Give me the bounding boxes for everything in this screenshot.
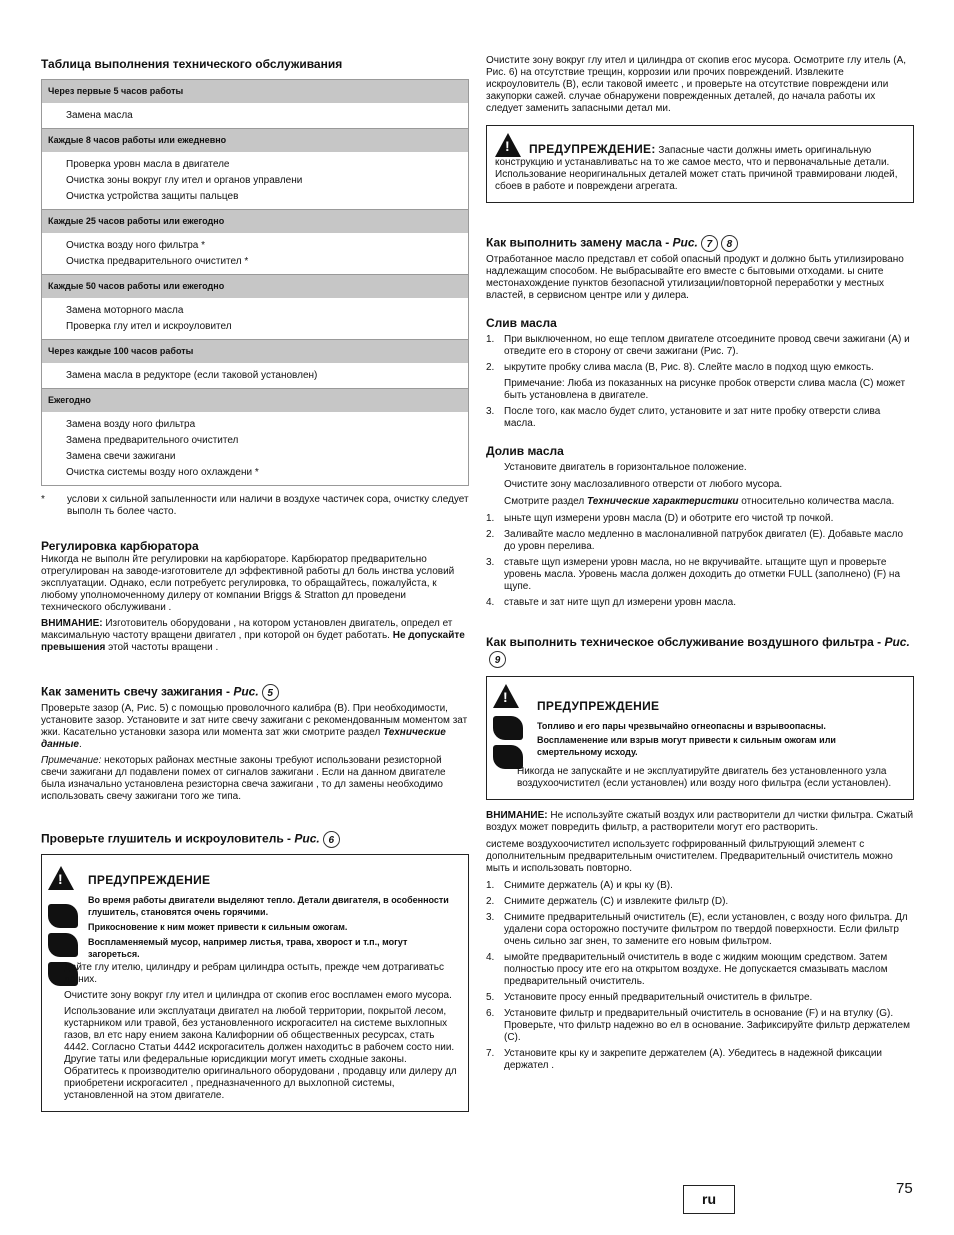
table-group-header: Каждые 50 часов работы или ежегодно	[42, 274, 468, 298]
oil-change-title	[486, 235, 914, 252]
air-warning-bold-1: Топливо и его пары чрезвычайно огнеопасны и взрывоопасны.	[537, 721, 826, 732]
fill-oil-p3-a: Смотрите раздел	[504, 496, 588, 507]
list-item	[486, 557, 914, 593]
table-item: Проверка глу ител и искроуловител	[66, 321, 232, 332]
spark-plug-text-ref: Технические данные	[41, 727, 446, 750]
air-warning-bold-2: Воспламенение или взрыв могут привести к сильным ожогам или смертельному исходу.	[537, 735, 836, 758]
list-item	[486, 513, 914, 525]
table-group-body	[42, 103, 468, 128]
table-group-header: Через каждые 100 часов работы	[42, 339, 468, 363]
muffler-title-text: Проверьте глушитель и искроуловитель -	[41, 831, 295, 846]
left-column	[41, 50, 469, 1112]
list-item	[486, 406, 914, 430]
table-item: Проверка уровн масла в двигателе	[66, 159, 230, 170]
air-filter-fig-label: Рис.	[884, 635, 910, 649]
list-item-text: Установите кры ку и закрепите держателем (А). Убедитесь в надежной фиксации держател .	[504, 1048, 882, 1072]
list-item-number: 5.	[486, 992, 495, 1004]
maintenance-table	[41, 79, 469, 486]
fill-oil-p1: Установите двигатель в горизонтальное положение.	[504, 462, 747, 473]
spark-plug-note-label: Примечание:	[41, 755, 102, 766]
language-badge: ru	[683, 1185, 735, 1214]
list-item-text: Установите просу енный предварительный очиститель в фильтре.	[504, 992, 813, 1004]
table-group-body	[42, 363, 468, 388]
figure-7-marker: 7	[701, 235, 718, 252]
list-item-text: Примечание: Люба из показанных на рисунке пробок отверсти слива масла (С) может быть установлена в двигателе.	[504, 378, 906, 401]
table-item: Очистка системы возду ного охлаждени *	[66, 467, 259, 478]
spark-plug-title-text: Как заменить свечу зажигания -	[41, 684, 234, 699]
list-item	[486, 529, 914, 553]
carburetor-note-end: этой частоты вращени .	[105, 642, 219, 653]
table-item: Очистка возду ного фильтра *	[66, 240, 206, 251]
list-item-text: ставьте и зат ните щуп дл измерени уровн масла.	[504, 597, 736, 608]
table-item: Очистка зоны вокруг глу ител и органов управлени	[66, 175, 303, 186]
table-item: Замена моторного масла	[66, 305, 184, 316]
list-item-number: 2.	[486, 362, 495, 373]
list-item-number: 7.	[486, 1048, 495, 1060]
list-item-text: Заливайте масло медленно в маслоналивной патрубок двигател (Е). Добавьте масло до уровн перелива.	[504, 529, 904, 552]
footnote-star: *	[41, 494, 45, 505]
fill-oil-p3-c: относительно количества масла.	[738, 496, 895, 507]
list-item-number: 3.	[486, 557, 495, 568]
figure-8-marker: 8	[721, 235, 738, 252]
list-item	[486, 362, 914, 374]
warning-triangle-icon	[493, 684, 519, 708]
fire-icon	[493, 716, 523, 740]
carburetor-title: Регулировка карбюратора	[41, 539, 199, 553]
air-filter-desc: системе воздухоочистител используетс гофрированный фильтрующий элемент с дополнительным предварительным очистителем. Предварительный очиститель можно мыть и использовать повторно.	[486, 839, 893, 875]
list-item-number: 4.	[486, 597, 495, 608]
muffler-warning-text-3: Использование или эксплуатаци двигател на любой территории, покрытой лесом, кустарником или травой, без установленного искрогасител на системе выхлопных газов, вл етс нару ением закона Калифорнии об общественных ресурсах, стать 4442. Согласно Статьи 4442 искрогаситель должен находитьс в рабочем состо нии. Другие таты или федеральные юрисдикции могут иметь сходные законы. Обратитесь к производителю оригинального оборудовани , продавцу или дилеру дл приобретени искрогасител , предназначенного дл выхлопной системы, установленной на этом двигателе.	[64, 1006, 457, 1101]
muffler-fig-label: Рис.	[294, 831, 320, 846]
list-item	[486, 1048, 914, 1072]
air-filter-note-label: ВНИМАНИЕ:	[486, 810, 548, 822]
oil-change-title-text: Как выполнить замену масла -	[486, 235, 673, 250]
list-item-text: После того, как масло будет слито, установите и зат ните пробку отверсти слива масла.	[504, 406, 881, 429]
list-item-text: ымойте предварительный очиститель в воде с жидким моющим средством. Затем полностью просу ите его на открытом воздухе. Не допускается смазывать маслом предварительный очиститель.	[504, 952, 888, 988]
list-item-text: Снимите держатель (С) и извлеките фильтр (D).	[504, 896, 729, 908]
fill-oil-p3	[504, 496, 914, 508]
table-group-header: Каждые 8 часов работы или ежедневно	[42, 128, 468, 152]
carburetor-note	[41, 618, 469, 654]
table-item: Замена предварительного очистител	[66, 435, 239, 446]
air-filter-title-text: Как выполнить техническое обслуживание воздушного фильтра -	[486, 635, 885, 649]
fill-oil-steps	[486, 513, 914, 609]
table-group-body	[42, 233, 468, 274]
list-item-number: 6.	[486, 1008, 495, 1020]
table-item: Очистка предварительного очистител *	[66, 256, 249, 267]
list-item-number: 2.	[486, 896, 495, 908]
air-filter-note-text: Не используйте сжатый воздух или растворители дл чистки фильтра. Сжатый воздух может повредить фильтр, а растворители могут его растворить.	[486, 810, 914, 834]
muffler-warning-text-2: Очистите зону вокруг глу ител и цилиндра от скопив егос воспламен емого мусора.	[64, 990, 452, 1001]
list-item-number: 3.	[486, 912, 495, 924]
list-item-number: 3.	[486, 406, 495, 417]
burn-hand-icon	[48, 933, 78, 957]
list-item-text: ыкрутите пробку слива масла (В, Рис. 8). Слейте масло в подход щую емкость.	[504, 362, 874, 373]
spark-plug-text-end: .	[78, 739, 82, 750]
spark-plug-text	[41, 703, 469, 751]
list-item-text: Снимите держатель (А) и кры ку (В).	[504, 880, 673, 892]
muffler-warning-box	[41, 854, 469, 1112]
list-item	[486, 334, 914, 358]
spark-plug-text-body: Проверьте зазор (А, Рис. 5) с помощью проволочного калибра (В). При необходимости, установите зазор. Установите и зат ните свечу зажигани с рекомендованным моментом зат жки. Касательно установки зазора или момента зат жки смотрите раздел	[41, 703, 468, 738]
spark-plug-title	[41, 684, 469, 701]
list-item	[486, 1008, 914, 1044]
list-item-number: 2.	[486, 529, 495, 540]
page-number: 75	[896, 1180, 913, 1197]
figure-5-marker: 5	[262, 684, 279, 701]
warning-triangle-icon	[495, 133, 521, 157]
list-item-text: Снимите предварительный очиститель (Е), если установлен, с возду ного фильтра. Дл удалени сора осторожно постучите фильтром по твердой поверхности. Если фильтр очень сильно заг знен, то замените его новым фильтром.	[504, 912, 908, 948]
table-group-body	[42, 412, 468, 485]
muffler-warning-text-1: Дайте глу ителю, цилиндру и ребрам цилиндра остыть, прежде чем дотрагиватьс до них.	[64, 962, 444, 985]
right-column	[486, 50, 914, 1076]
muffler-warning-bold-2: Прикосновение к ним может привести к сильным ожогам.	[88, 922, 348, 932]
muffler-inspect-text: Очистите зону вокруг глу ител и цилиндра от скопив егос мусора. Осмотрите глу итель (А, Рис. 6) на отсутствие трещин, коррозии или прочих повреждений. Извлеките искроуловитель (В), если таковой имеетс , и проверьте на отсутствие повреждени или закупорки сажей. случае обнаружени поврежденных деталей, до начала работы их следует заменить запасными детал ми.	[486, 55, 907, 114]
carburetor-note-label: ВНИМАНИЕ:	[41, 618, 103, 629]
table-item: Очистка устройства защиты пальцев	[66, 191, 239, 202]
list-item	[486, 992, 914, 1004]
figure-6-marker: 6	[323, 831, 340, 848]
list-item	[486, 378, 914, 402]
carburetor-note-text: Изготовитель оборудовани , на котором установлен двигатель, определ ет максимальную частоту вращени двигател , при которой он будет работать.	[41, 618, 453, 641]
air-filter-steps	[486, 880, 914, 1072]
carburetor-note-emphasis: Не допускайте превышения	[41, 630, 465, 653]
air-filter-warning-box	[486, 676, 914, 800]
fill-oil-intro	[486, 462, 914, 508]
spark-plug-note	[41, 755, 469, 803]
list-item	[486, 912, 914, 948]
table-item: Замена возду ного фильтра	[66, 419, 196, 430]
air-filter-warning-title: ПРЕДУПРЕЖДЕНИЕ	[537, 699, 660, 714]
table-item: Замена масла	[66, 110, 133, 121]
hot-surface-icon	[48, 904, 78, 928]
parts-warning	[495, 133, 903, 193]
maintenance-table-title: Таблица выполнения технического обслуживания	[41, 57, 343, 71]
carburetor-text: Никогда не выполн йте регулировки на карбюраторе. Карбюратор предварительно отрегулирован на заводе-изготовителе дл эффективной работы дл боль инства условий эксплуатации. Однако, если потребуетс регулировка, то обращайтесь, пожалуйста, к любому уполномоченному дилеру от компании Briggs & Stratton дл проведени технического обслуживани .	[41, 554, 455, 613]
list-item	[486, 952, 914, 988]
list-item-text: ыньте щуп измерени уровн масла (D) и оботрите его чистой тр почкой.	[504, 513, 834, 524]
list-item	[486, 880, 914, 892]
table-footnote	[41, 494, 469, 518]
muffler-warning-title: ПРЕДУПРЕЖДЕНИЕ	[88, 873, 211, 887]
list-item-text: Установите фильтр и предварительный очиститель в основание (F) и на втулку (G). Проверьте, что фильтр надежно во ел в основание. Зафиксируйте фильтр держателем (С).	[504, 1008, 910, 1044]
list-item-number: 1.	[486, 513, 495, 524]
muffler-title	[41, 831, 469, 848]
fill-oil-p2: Очистите зону маслозаливного отверсти от любого мусора.	[504, 479, 783, 490]
oil-change-intro: Отработанное масло представл ет собой опасный продукт и должно быть утилизировано надлежащим способом. Не выбрасывайте его вместе с бытовыми отходами. ы сните местонахождение пунктов безопасной утилизации/повторной переработки у местных властей, в сервисном центре или у дилера.	[486, 254, 904, 301]
list-item-number: 4.	[486, 952, 495, 964]
parts-warning-title: ПРЕДУПРЕЖДЕНИЕ:	[529, 142, 656, 156]
spark-plug-note-text: некоторых районах местные законы требуют использовани резисторной свечи зажигани дл подавлени помех от сигналов зажигани . Если на данном двигателе была изначально установлена резисторна свеча зажигани , то дл замены необходимо использовать свечу зажигани того же типа.	[41, 755, 446, 802]
table-group-header: Через первые 5 часов работы	[42, 80, 468, 103]
spark-plug-fig-label: Рис.	[233, 684, 259, 699]
air-filter-title	[486, 634, 914, 668]
list-item-text: ставьте щуп измерени уровн масла, но не вкручивайте. ытащите щуп и проверьте уровень масла. Уровень масла должен доходить до отметки FULL (заполнено) (F) на щупе.	[504, 557, 901, 592]
muffler-warning-bold-1: Во время работы двигатели выделяют тепло. Детали двигателя, в особенности глушитель, становятся очень горячими.	[88, 895, 449, 917]
table-item: Замена свечи зажигани	[66, 451, 176, 462]
drain-oil-title: Слив масла	[486, 316, 557, 330]
table-group-header: Ежегодно	[42, 388, 468, 412]
fill-oil-title: Долив масла	[486, 444, 564, 458]
list-item-number	[486, 378, 504, 402]
air-warning-text: Никогда не запускайте и не эксплуатируйте двигатель без установленного узла воздухоочистител (если установлен) или возду ного фильтра (если установлен).	[517, 766, 892, 790]
muffler-warning-bold-3: Воспламеняемый мусор, например листья, трава, хворост и т.п., могут загореться.	[88, 937, 408, 959]
table-item: Замена масла в редукторе (если таковой установлен)	[66, 370, 318, 381]
oil-change-fig-label: Рис.	[672, 235, 698, 250]
list-item	[486, 597, 914, 609]
list-item-number: 1.	[486, 880, 495, 892]
muffler-warning-content	[64, 862, 458, 1102]
parts-warning-text: Запасные части должны иметь оригинальную конструкцию и устанавливатьс на то же самое место, что и первоначальные детали. Использование неоригинальных деталей может стать причиной травмировани людей, сбоев в работе и повреждени агрегата.	[495, 145, 898, 192]
list-item	[486, 896, 914, 908]
table-group-header: Каждые 25 часов работы или ежегодно	[42, 209, 468, 233]
list-item-number: 1.	[486, 334, 495, 345]
fill-oil-p3-ref: Технические характеристики	[587, 496, 739, 507]
parts-warning-box	[486, 125, 914, 203]
warning-triangle-icon	[48, 866, 74, 890]
footnote-text: услови х сильной запыленности или наличи в воздухе частичек сора, очистку следует выполн ть более часто.	[67, 494, 469, 517]
table-group-body	[42, 152, 468, 209]
list-item-text: При выключенном, но еще теплом двигателе отсоедините провод свечи зажигани (А) и отведите его в сторону от свечи зажигани (Рис. 7).	[504, 334, 910, 357]
figure-9-marker: 9	[489, 651, 506, 668]
table-group-body	[42, 298, 468, 339]
air-filter-note	[486, 810, 914, 834]
drain-oil-steps	[486, 334, 914, 430]
air-warning-content	[517, 684, 903, 790]
